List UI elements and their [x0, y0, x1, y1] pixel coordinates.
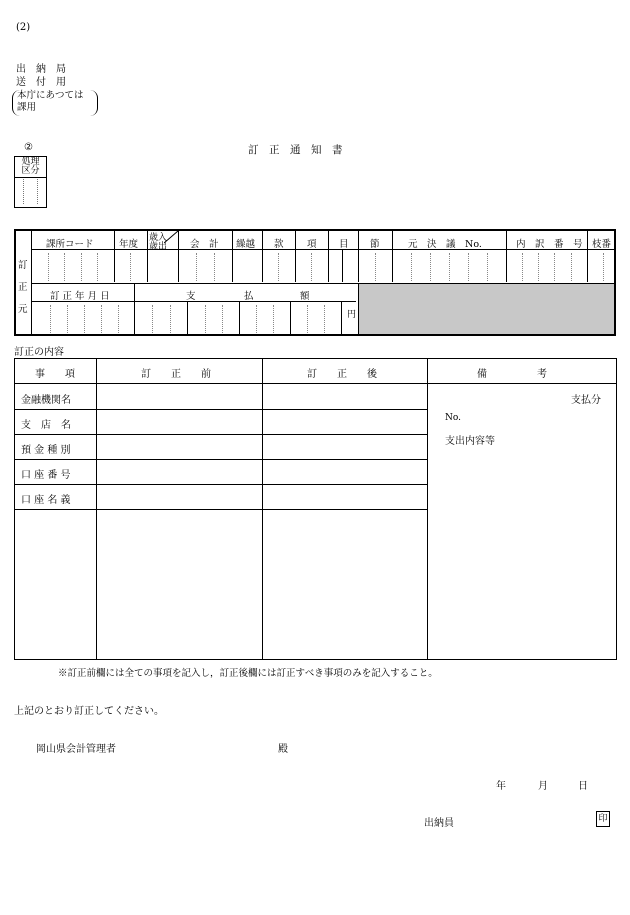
shori-kubun-input[interactable]	[23, 179, 38, 204]
remarks-no: No.	[445, 413, 461, 423]
page-number: (2)	[16, 22, 31, 33]
header-kan: 款	[274, 239, 284, 250]
yen-mark: 円	[347, 310, 357, 320]
header-amount-2: 払	[244, 291, 254, 302]
shaded-area	[359, 284, 614, 334]
date-year: 年	[496, 781, 506, 792]
side-label-1: 訂	[18, 260, 28, 271]
bracket-note	[12, 90, 98, 116]
header-setsu: 節	[370, 239, 380, 250]
bracket-note-line-2: 課用	[17, 102, 37, 113]
header-uchiwake-bango: 内 訳 番 号	[516, 239, 583, 250]
col-header-after: 訂 正 後	[307, 369, 377, 380]
header-edaban: 枝番	[592, 239, 612, 250]
recipient: 岡山県会計管理者	[36, 744, 116, 755]
row-label-branch: 支 店 名	[21, 420, 71, 431]
slash-divider	[164, 231, 178, 249]
row-label-account-name: 口 座 名 義	[21, 495, 71, 506]
header-moto-ketsugi-no: 元 決 議 No.	[408, 239, 482, 250]
header-kasho-code: 課所コード	[46, 239, 94, 250]
col-header-before: 訂 正 前	[141, 369, 211, 380]
correction-source-table	[14, 229, 616, 336]
correction-content-table	[14, 358, 617, 660]
bracket-note-line-1: 本庁にあつては	[17, 90, 84, 101]
header-kurikoshi: 繰越	[236, 239, 256, 250]
date-month: 月	[538, 781, 548, 792]
remarks-detail: 支出内容等	[445, 436, 495, 447]
side-label-2: 正	[18, 282, 28, 293]
form-mark: ②	[24, 142, 33, 153]
content-heading: 訂正の内容	[14, 347, 64, 358]
side-label-3: 元	[18, 304, 28, 315]
note: ※訂正前欄には全ての事項を記入し，訂正後欄には訂正すべき事項のみを記入すること。	[58, 668, 438, 679]
row-label-deposit-type: 預 金 種 別	[21, 445, 71, 456]
row-label-bank: 金融機関名	[21, 395, 71, 406]
seal-mark: 印	[596, 811, 610, 827]
col-header-remarks: 備 考	[477, 369, 547, 380]
row-label-account-number: 口 座 番 号	[21, 470, 71, 481]
header-kaikei: 会 計	[190, 239, 219, 250]
honorific: 殿	[278, 744, 288, 755]
header-shunyu-bottom: 歳出	[149, 242, 168, 252]
sender-line-2: 送 付 用	[16, 77, 66, 88]
form-title: 訂 正 通 知 書	[248, 144, 343, 156]
sender-line-1: 出 納 局	[16, 64, 66, 75]
date-day: 日	[578, 781, 588, 792]
col-header-item: 事 項	[35, 369, 75, 380]
header-shunyu-top: 歳入	[149, 233, 168, 243]
request-text: 上記のとおり訂正してください。	[14, 706, 164, 717]
header-nendo: 年度	[119, 239, 139, 250]
header-moku: 目	[339, 239, 349, 250]
shori-kubun-header	[15, 157, 46, 178]
header-amount-3: 額	[300, 291, 310, 302]
signer: 出納員	[424, 818, 454, 829]
shori-label-2: 区分	[21, 166, 40, 176]
remarks-payment: 支払分	[571, 395, 601, 406]
shori-label-1: 処理	[21, 157, 40, 167]
header-teisei-date: 訂 正 年 月 日	[50, 291, 110, 302]
shori-kubun-box	[14, 156, 47, 208]
header-kou: 項	[307, 239, 317, 250]
header-amount-1: 支	[186, 291, 196, 302]
